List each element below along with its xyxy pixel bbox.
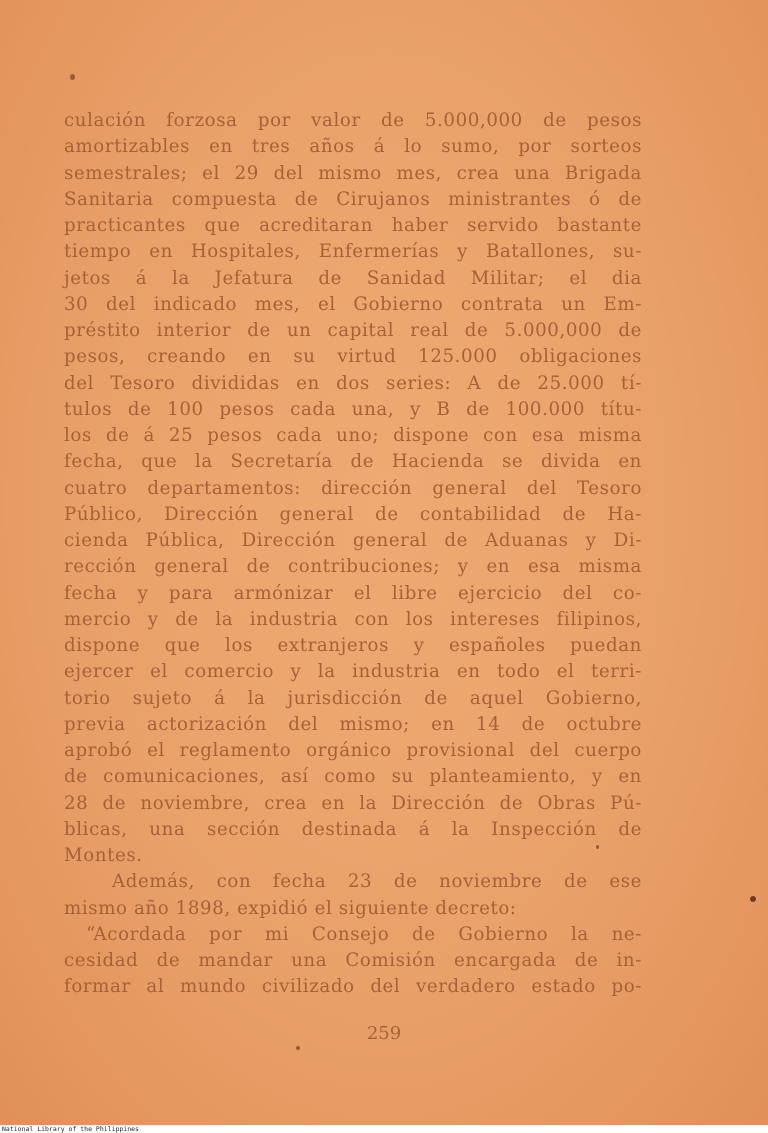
text-line: los de á 25 pesos cada uno; dispone con esa misma	[64, 425, 642, 446]
text-line: aprobó el reglamento orgánico provisional del cuerpo	[64, 740, 642, 761]
text-line: de comunicaciones, así como su planteamiento, y en	[64, 766, 642, 788]
text-line: blicas, una sección destinada á la Inspección de	[64, 818, 642, 840]
text-line: tiempo en Hospitales, Enfermerías y Batallones, su-	[64, 241, 642, 263]
text-line: Montes.	[64, 845, 143, 866]
text-line: del Tesoro divididas en dos series: A de 25.000 tí-	[64, 372, 642, 394]
page-number: 259	[366, 1023, 402, 1044]
text-line: ejercer el comercio y la industria en todo el terri-	[64, 661, 642, 683]
text-line: pesos, creando en su virtud 125.000 obligaciones	[64, 346, 642, 368]
text-line: culación forzosa por valor de 5.000,000 de pesos	[64, 110, 642, 131]
text-line: cesidad de mandar una Comisión encargada de in-	[64, 950, 642, 971]
text-line: Sanitaria compuesta de Cirujanos ministrantes ó de	[64, 188, 642, 210]
text-line: practicantes que acreditaran haber servido bastante	[64, 215, 642, 236]
ink-speck	[750, 896, 756, 902]
text-line: jetos á la Jefatura de Sanidad Militar; el dia	[64, 267, 642, 289]
text-line: fecha, que la Secretaría de Hacienda se divida en	[64, 451, 642, 473]
text-line: rección general de contribuciones; y en esa misma	[64, 556, 642, 578]
text-line: torio sujeto á la jurisdicción de aquel Gobierno,	[64, 687, 642, 709]
text-line: 28 de noviembre, crea en la Dirección de Obras Pú-	[64, 792, 642, 814]
body-text	[64, 108, 642, 1001]
text-line: tulos de 100 pesos cada una, y B de 100.000 títu-	[64, 398, 642, 420]
text-line: formar al mundo civilizado del verdadero estado po-	[64, 976, 642, 998]
text-line: cienda Pública, Dirección general de Aduanas y Di-	[64, 530, 642, 551]
text-line: “Acordada por mi Consejo de Gobierno la ne-	[86, 923, 642, 945]
footer-credit: National Library of the Philippines	[2, 1125, 139, 1133]
ink-speck	[296, 1046, 300, 1050]
text-line: semestrales; el 29 del mismo mes, crea una Brigada	[64, 162, 642, 184]
text-line: previa actorización del mismo; en 14 de octubre	[64, 713, 642, 735]
text-line: amortizables en tres años á lo sumo, por sorteos	[64, 136, 642, 158]
text-line: Público, Dirección general de contabilidad de Ha-	[64, 503, 642, 525]
text-line: mercio y de la industria con los intereses filipinos,	[64, 608, 642, 630]
text-line: dispone que los extranjeros y españoles puedan	[64, 635, 642, 656]
text-line: fecha y para armónizar el libre ejercicio del co-	[64, 582, 642, 604]
text-line: Además, con fecha 23 de noviembre de ese	[112, 871, 642, 893]
text-line: cuatro departamentos: dirección general del Tesoro	[64, 477, 642, 499]
ink-speck	[70, 74, 75, 80]
text-line: mismo año 1898, expidió el siguiente decreto:	[64, 897, 517, 919]
text-line: préstito interior de un capital real de 5.000,000 de	[64, 320, 642, 341]
text-line: 30 del indicado mes, el Gobierno contrata un Em-	[64, 293, 642, 315]
